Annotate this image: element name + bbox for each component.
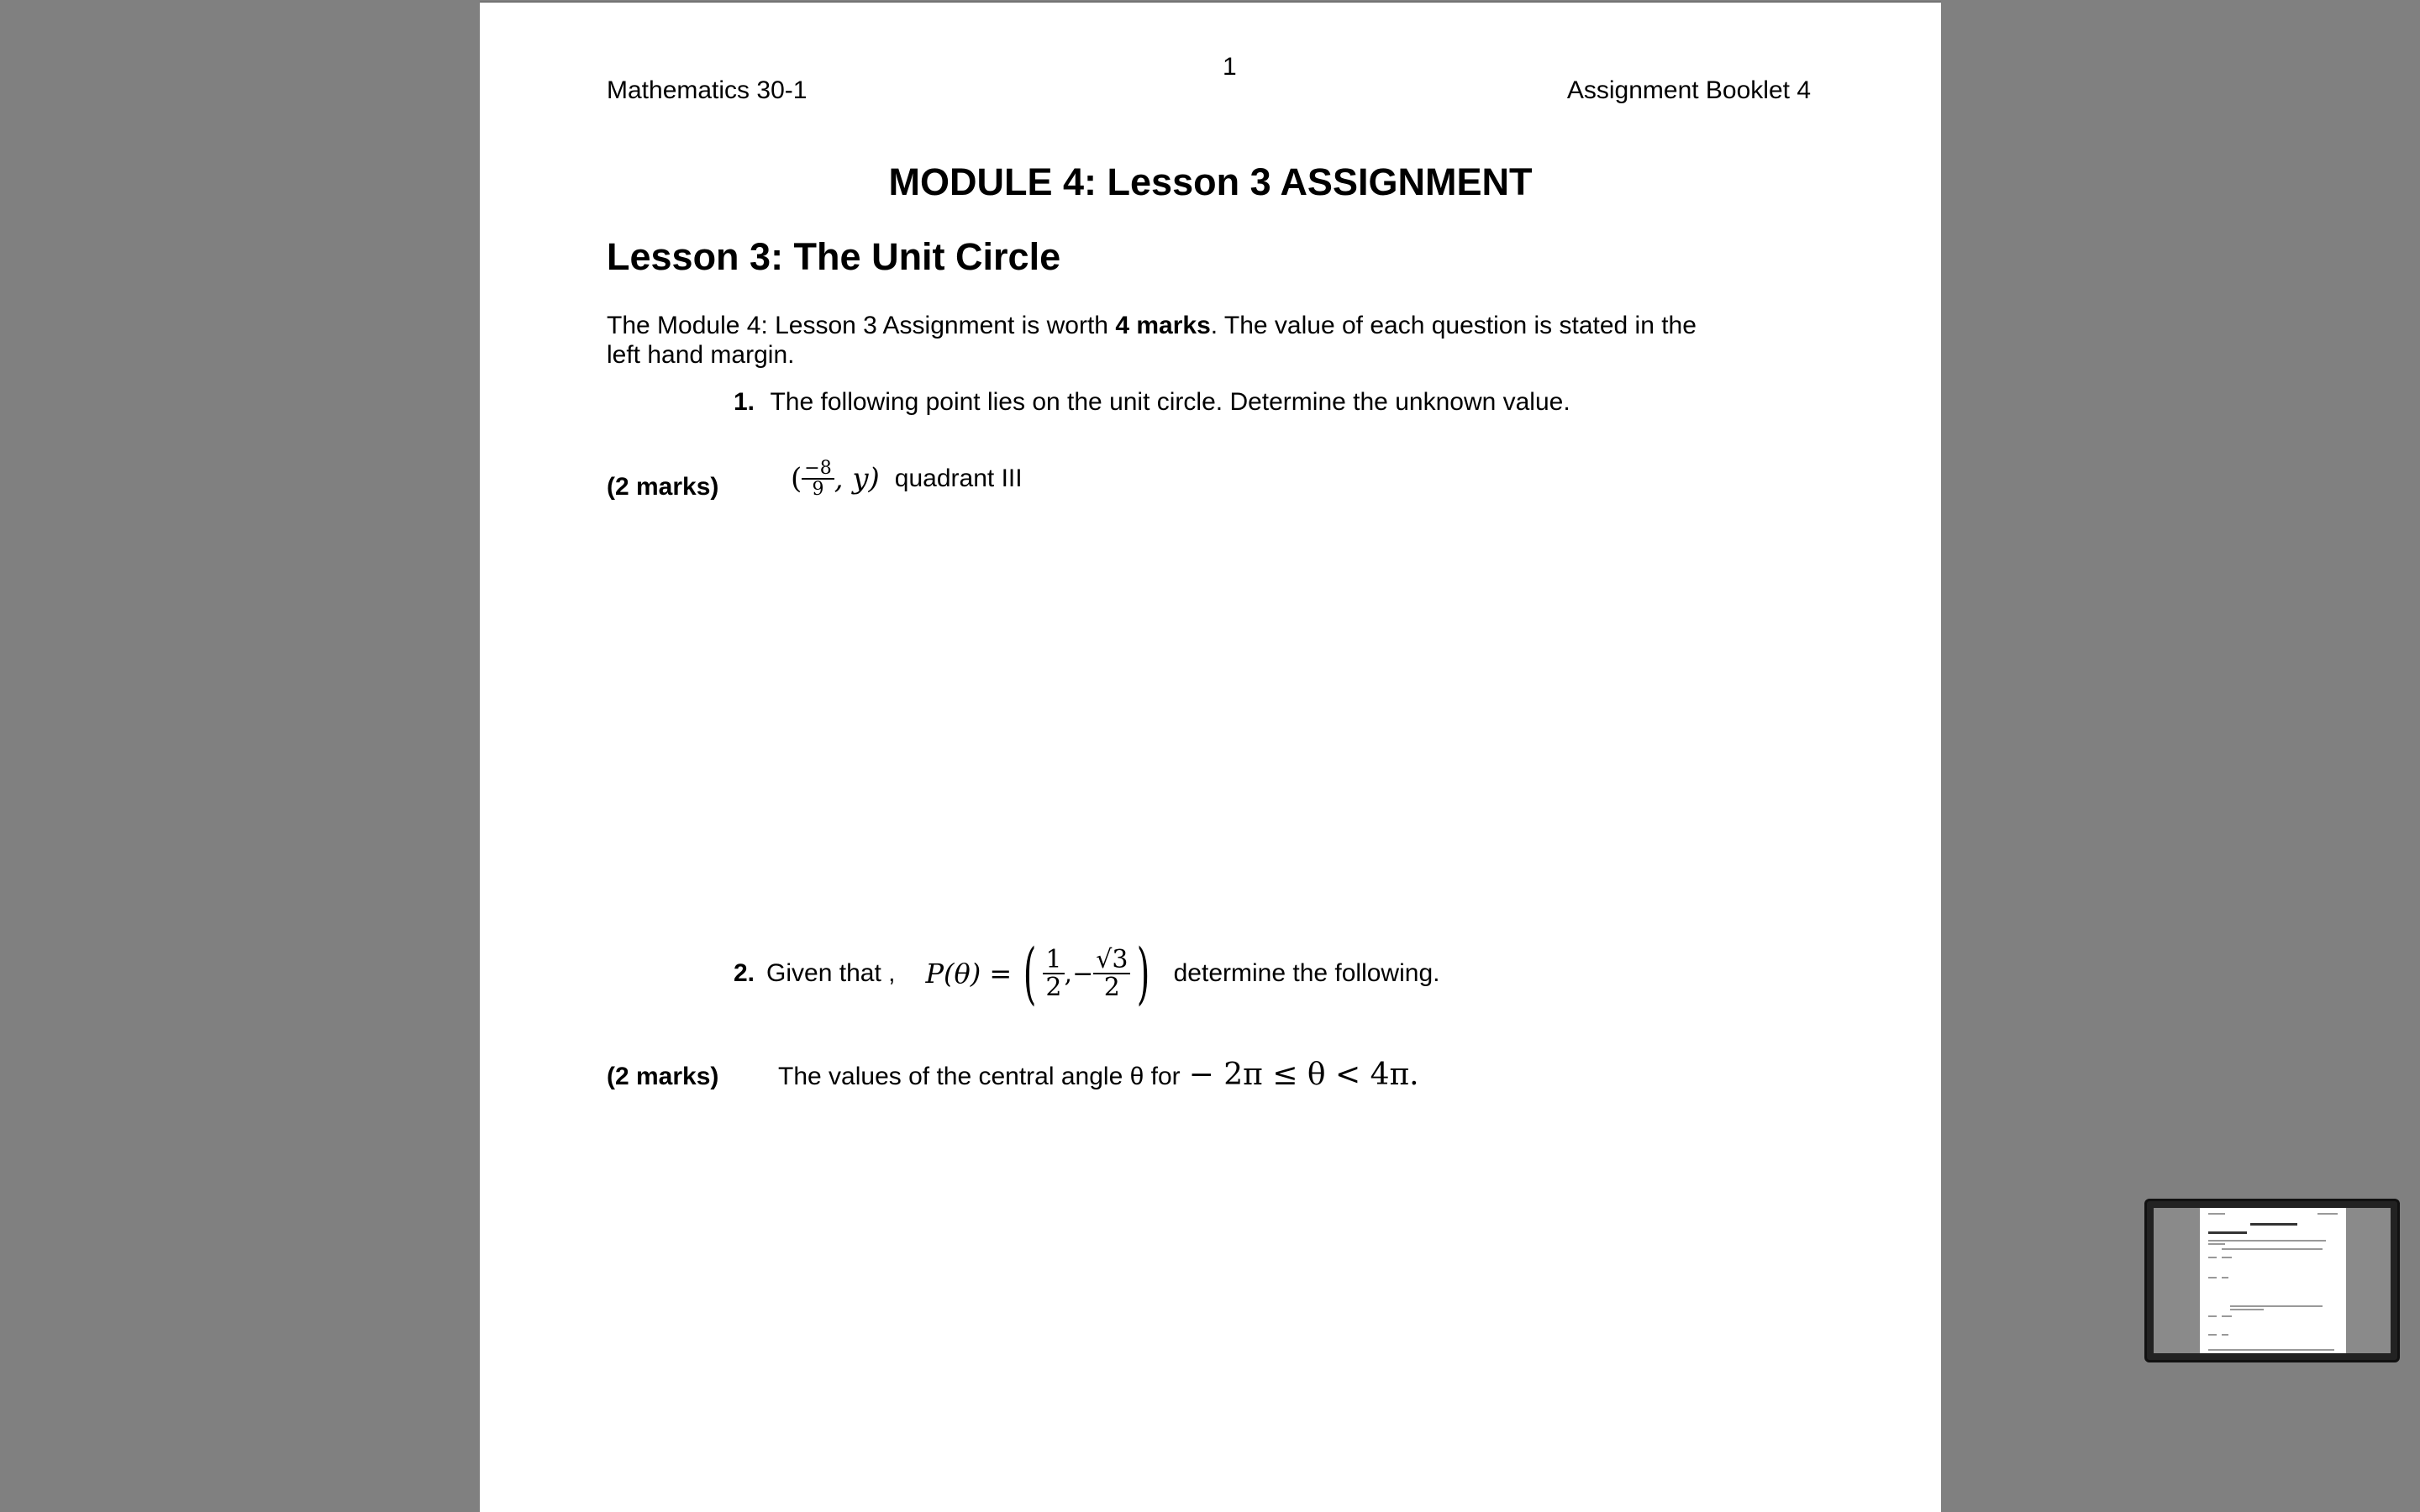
frac2-numerator: √3 [1093,947,1130,975]
point-open-paren: ( [791,462,802,496]
question-1-text: The following point lies on the unit circle. Determine the unknown value. [770,388,1570,416]
question-1-number: 1. [734,388,755,416]
thumbnail-viewport [2154,1208,2391,1353]
thumbnail-page [2200,1208,2346,1353]
question-2-line [734,931,1439,1016]
coordinate-y-fraction [1093,944,1130,1002]
intro-paragraph [607,311,1724,370]
coordinate-x-fraction [1043,944,1064,1002]
question-1-marks: (2 marks) [607,473,719,501]
minus-sign: − [1072,958,1094,989]
intro-text-a: The Module 4: Lesson 3 Assignment is worth [607,312,1116,339]
question-2-determine: determine the following. [1173,959,1440,987]
header-course: Mathematics 30-1 [607,76,808,104]
quadrant-label: quadrant III [894,465,1023,493]
left-big-paren: ( [1023,934,1037,1012]
frac1-denominator: 2 [1045,973,1062,1002]
p-theta-label: P(θ) = [925,958,1013,990]
document-page [480,2,1941,1512]
point-y: , y) [834,462,880,496]
fraction-denominator: 9 [812,479,824,501]
coordinate-separator: , [1064,958,1073,989]
intro-marks-bold: 4 marks [1115,312,1211,339]
header-booklet: Assignment Booklet 4 [1566,76,1811,104]
intro-text-b: . The value of each question is stated in the left hand margin. [607,312,1697,369]
question-2-number: 2. [734,959,755,987]
fraction-numerator: −8 [802,459,834,480]
question-1-expression [791,459,1023,499]
right-big-paren: ) [1137,934,1150,1012]
point-x-fraction [802,459,834,499]
question-1-line [734,388,1570,417]
angle-interval: − 2π ≤ θ < 4π. [1188,1058,1419,1092]
question-2-part-text: The values of the central angle θ for [778,1063,1181,1090]
page-number: 1 [1223,53,1237,81]
lesson-title: Lesson 3: The Unit Circle [607,235,1061,278]
question-2-given: Given that , [766,959,896,987]
frac1-numerator: 1 [1043,947,1064,975]
module-title: MODULE 4: Lesson 3 ASSIGNMENT [888,160,1533,203]
question-2-marks: (2 marks) [607,1063,719,1090]
page-thumbnail-navigator[interactable] [2144,1199,2400,1362]
question-2-part [778,1058,1419,1092]
frac2-denominator: 2 [1103,973,1120,1002]
